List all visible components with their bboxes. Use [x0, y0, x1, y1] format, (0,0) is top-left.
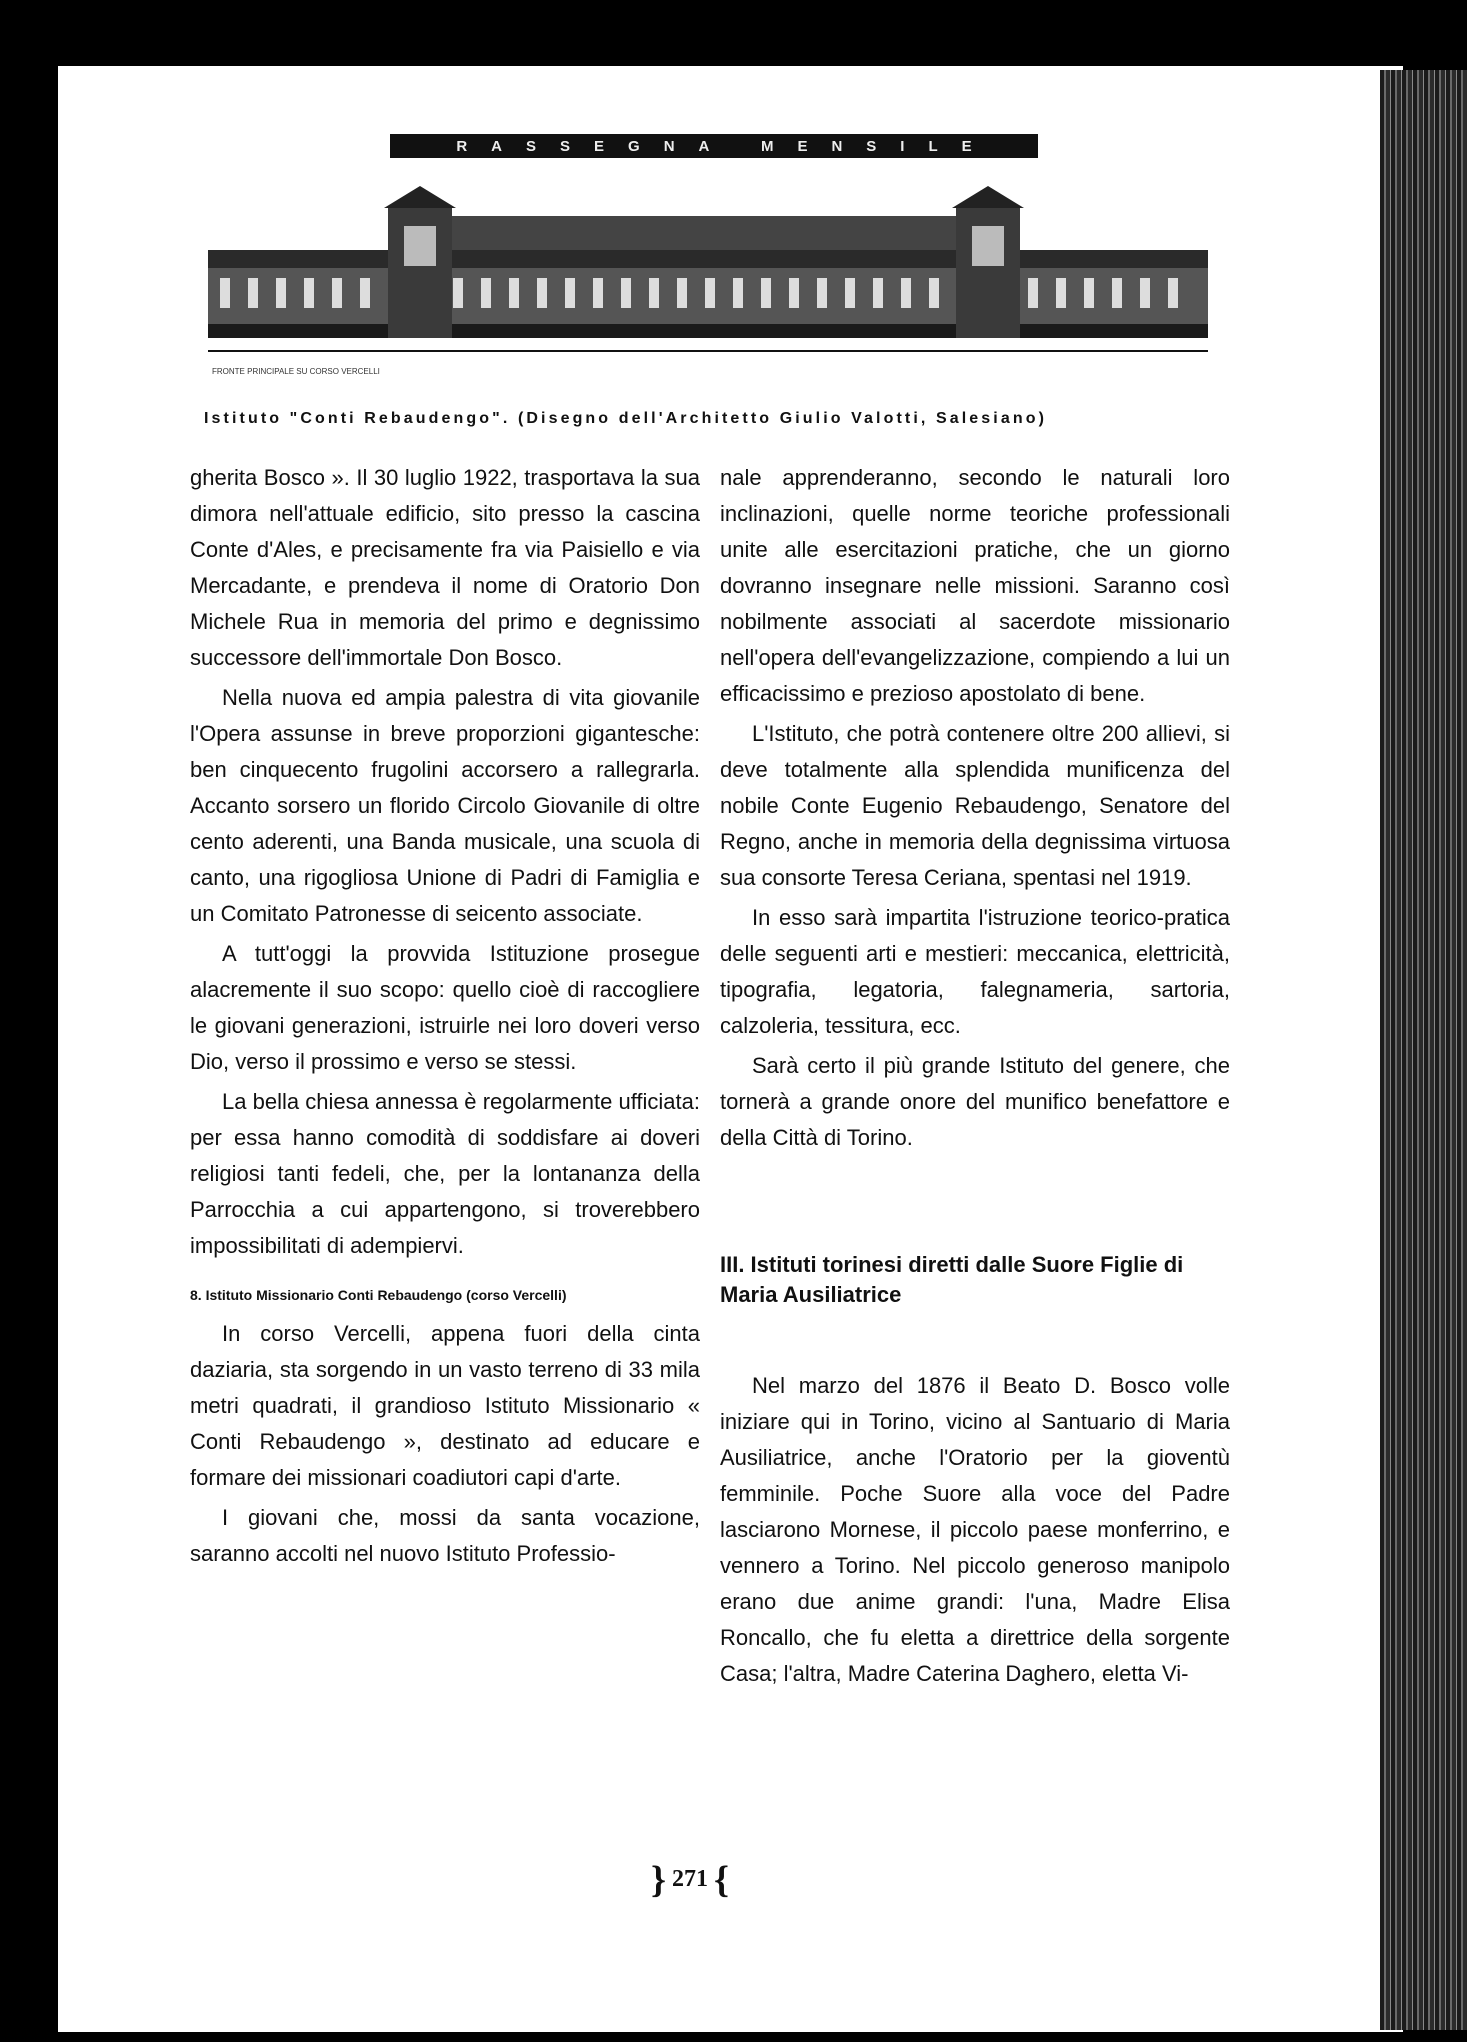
paragraph: A tutt'oggi la provvida Istituzione prosegue alacremente il suo scopo: quello cioè di raccogliere le giovani generazioni, istruirle nei loro doveri verso Dio, verso il prossimo e verso se stessi.: [190, 941, 700, 1074]
paragraph: In esso sarà impartita l'istruzione teorico-pratica delle seguenti arti e mestieri: meccanica, elettricità, tipografia, legatoria, falegnameria, sartoria, calzoleria, tessitura, ecc.: [720, 905, 1230, 1038]
paragraph: I giovani che, mossi da santa vocazione, saranno accolti nel nuovo Istituto Professio-: [190, 1505, 700, 1566]
section-title: III. Istituti torinesi diretti dalle Suore Figlie di Maria Ausiliatrice: [720, 1252, 1184, 1307]
paragraph: L'Istituto, che potrà contenere oltre 200 allievi, si deve totalmente alla splendida munificenza del nobile Conte Eugenio Rebaudengo, Senatore del Regno, anche in memoria della degnissima virtuosa sua consorte Teresa Ceriana, spentasi nel 1919.: [720, 721, 1230, 890]
paragraph: gherita Bosco ». Il 30 luglio 1922, trasportava la sua dimora nell'attuale edificio, sito presso la cascina Conte d'Ales, e precisamente fra via Paisiello e via Mercadante, e prendeva il nome di Oratorio Don Michele Rua in memoria del primo e degnissimo successore dell'immortale Don Bosco.: [190, 465, 700, 670]
paragraph: nale apprenderanno, secondo le naturali loro inclinazioni, quelle norme teoriche professionali unite alle esercitazioni pratiche, che un giorno dovranno insegnare nelle missioni. Saranno così nobilmente associati al sacerdote missionario nell'opera dell'evangelizzazione, compiendo a lui un efficacissimo e prezioso apostolato di bene.: [720, 465, 1230, 706]
left-column: [190, 460, 700, 1576]
building-facade-drawing: [208, 186, 1208, 382]
figure-caption: Istituto "Conti Rebaudengo". (Disegno dell'Architetto Giulio Valotti, Salesiano): [204, 410, 1047, 427]
paragraph: Sarà certo il più grande Istituto del genere, che tornerà a grande onore del munifico benefattore e della Città di Torino.: [720, 1053, 1230, 1150]
paragraph: Nella nuova ed ampia palestra di vita giovanile l'Opera assunse in breve proporzioni gigantesche: ben cinquecento frugolini accorsero a rallegrarla. Accanto sorsero un florido Circolo Giovanile di oltre cento aderenti, una Banda musicale, una scuola di canto, una rigogliosa Unione di Padri di Famiglia e un Comitato Patronesse di seicento associate.: [190, 685, 700, 926]
right-column: [720, 460, 1230, 1696]
running-header-banner: RASSEGNA MENSILE: [390, 134, 1038, 158]
paragraph: Nel marzo del 1876 il Beato D. Bosco volle iniziare qui in Torino, vicino al Santuario di Maria Ausiliatrice, anche l'Oratorio per la gioventù femminile. Poche Suore alla voce del Padre lasciarono Mornese, il piccolo paese monferrino, e vennero a Torino. Nel piccolo generoso manipolo erano due anime grandi: l'una, Madre Elisa Roncallo, che fu eletta a direttrice della sorgente Casa; l'altra, Madre Caterina Daghero, eletta Vi-: [720, 1373, 1230, 1686]
paragraph: La bella chiesa annessa è regolarmente ufficiata: per essa hanno comodità di soddisfare ai doveri religiosi tanti fedeli, che, per la lontananza della Parrocchia a cui appartengono, si troverebbero impossibilitati di adempiervi.: [190, 1089, 700, 1258]
page-number: 271: [672, 1866, 708, 1892]
brace-right: {: [714, 1859, 729, 1901]
paragraph: In corso Vercelli, appena fuori della cinta daziaria, sta sorgendo in un vasto terreno di 33 mila metri quadrati, il grandioso Istituto Missionario « Conti Rebaudengo », destinato ad educare e formare dei missionari coadiutori capi d'arte.: [190, 1321, 700, 1490]
page-number-footer: [620, 1858, 760, 1902]
section-heading: 8. Istituto Missionario Conti Rebaudengo (corso Vercelli): [190, 1287, 567, 1303]
book-page-edges: [1380, 70, 1467, 2030]
drawing-legend: FRONTE PRINCIPALE SU CORSO VERCELLI: [212, 367, 380, 376]
brace-left: }: [651, 1859, 666, 1901]
